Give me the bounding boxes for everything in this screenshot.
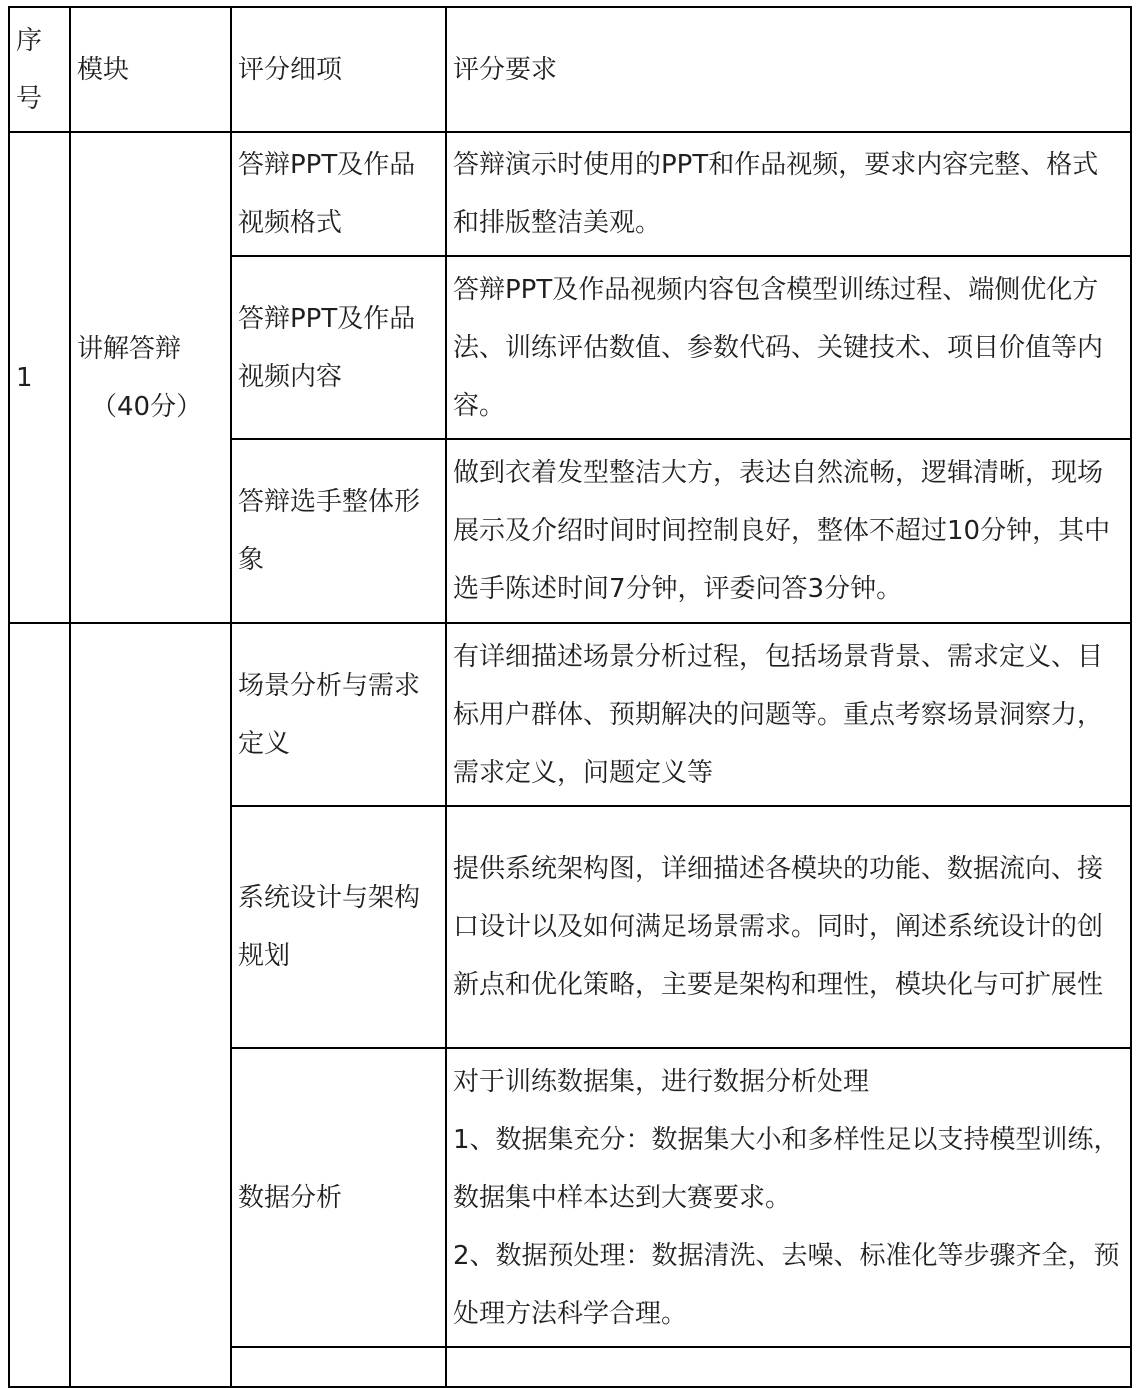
- item-cell: 答辩选手整体形象: [231, 439, 446, 623]
- module-cell: [70, 623, 231, 1387]
- item-cell: 场景分析与需求定义: [231, 623, 446, 806]
- scoring-rubric-table: [8, 6, 1132, 1388]
- item-cell: [231, 1347, 446, 1387]
- header-item: 评分细项: [231, 7, 446, 132]
- requirement-cell: 提供系统架构图，详细描述各模块的功能、数据流向、接口设计以及如何满足场景需求。同时，阐述系统设计的创新点和优化策略，主要是架构和理性，模块化与可扩展性: [446, 806, 1131, 1048]
- header-module: 模块: [70, 7, 231, 132]
- table-row: [9, 132, 1131, 256]
- table-row: [9, 623, 1131, 806]
- requirement-cell: 对于训练数据集，进行数据分析处理 1、数据集充分：数据集大小和多样性足以支持模型训练，数据集中样本达到大赛要求。 2、数据预处理：数据清洗、去噪、标准化等步骤齐全，预处理方法科学合理。: [446, 1048, 1131, 1347]
- requirement-cell: 答辩PPT及作品视频内容包含模型训练过程、端侧优化方法、训练评估数值、参数代码、关键技术、项目价值等内容。: [446, 256, 1131, 439]
- requirement-cell: 有详细描述场景分析过程，包括场景背景、需求定义、目标用户群体、预期解决的问题等。重点考察场景洞察力，需求定义，问题定义等: [446, 623, 1131, 806]
- item-cell: 答辩PPT及作品视频格式: [231, 132, 446, 256]
- item-cell: 系统设计与架构规划: [231, 806, 446, 1048]
- header-requirement: 评分要求: [446, 7, 1131, 132]
- group-index: [9, 623, 70, 1387]
- requirement-cell: 答辩演示时使用的PPT和作品视频，要求内容完整、格式和排版整洁美观。: [446, 132, 1131, 256]
- item-cell: 答辩PPT及作品视频内容: [231, 256, 446, 439]
- module-cell: [70, 132, 231, 623]
- requirement-cell: [446, 1347, 1131, 1387]
- header-index: 序号: [9, 7, 70, 132]
- item-cell: 数据分析: [231, 1048, 446, 1347]
- module-name: 讲解答辩: [77, 333, 182, 364]
- table-header-row: [9, 7, 1131, 132]
- group-index: 1: [9, 132, 70, 623]
- requirement-cell: 做到衣着发型整洁大方，表达自然流畅，逻辑清晰，现场展示及介绍时间时间控制良好，整体不超过10分钟，其中选手陈述时间7分钟，评委问答3分钟。: [446, 439, 1131, 623]
- module-score: （40分）: [91, 391, 203, 422]
